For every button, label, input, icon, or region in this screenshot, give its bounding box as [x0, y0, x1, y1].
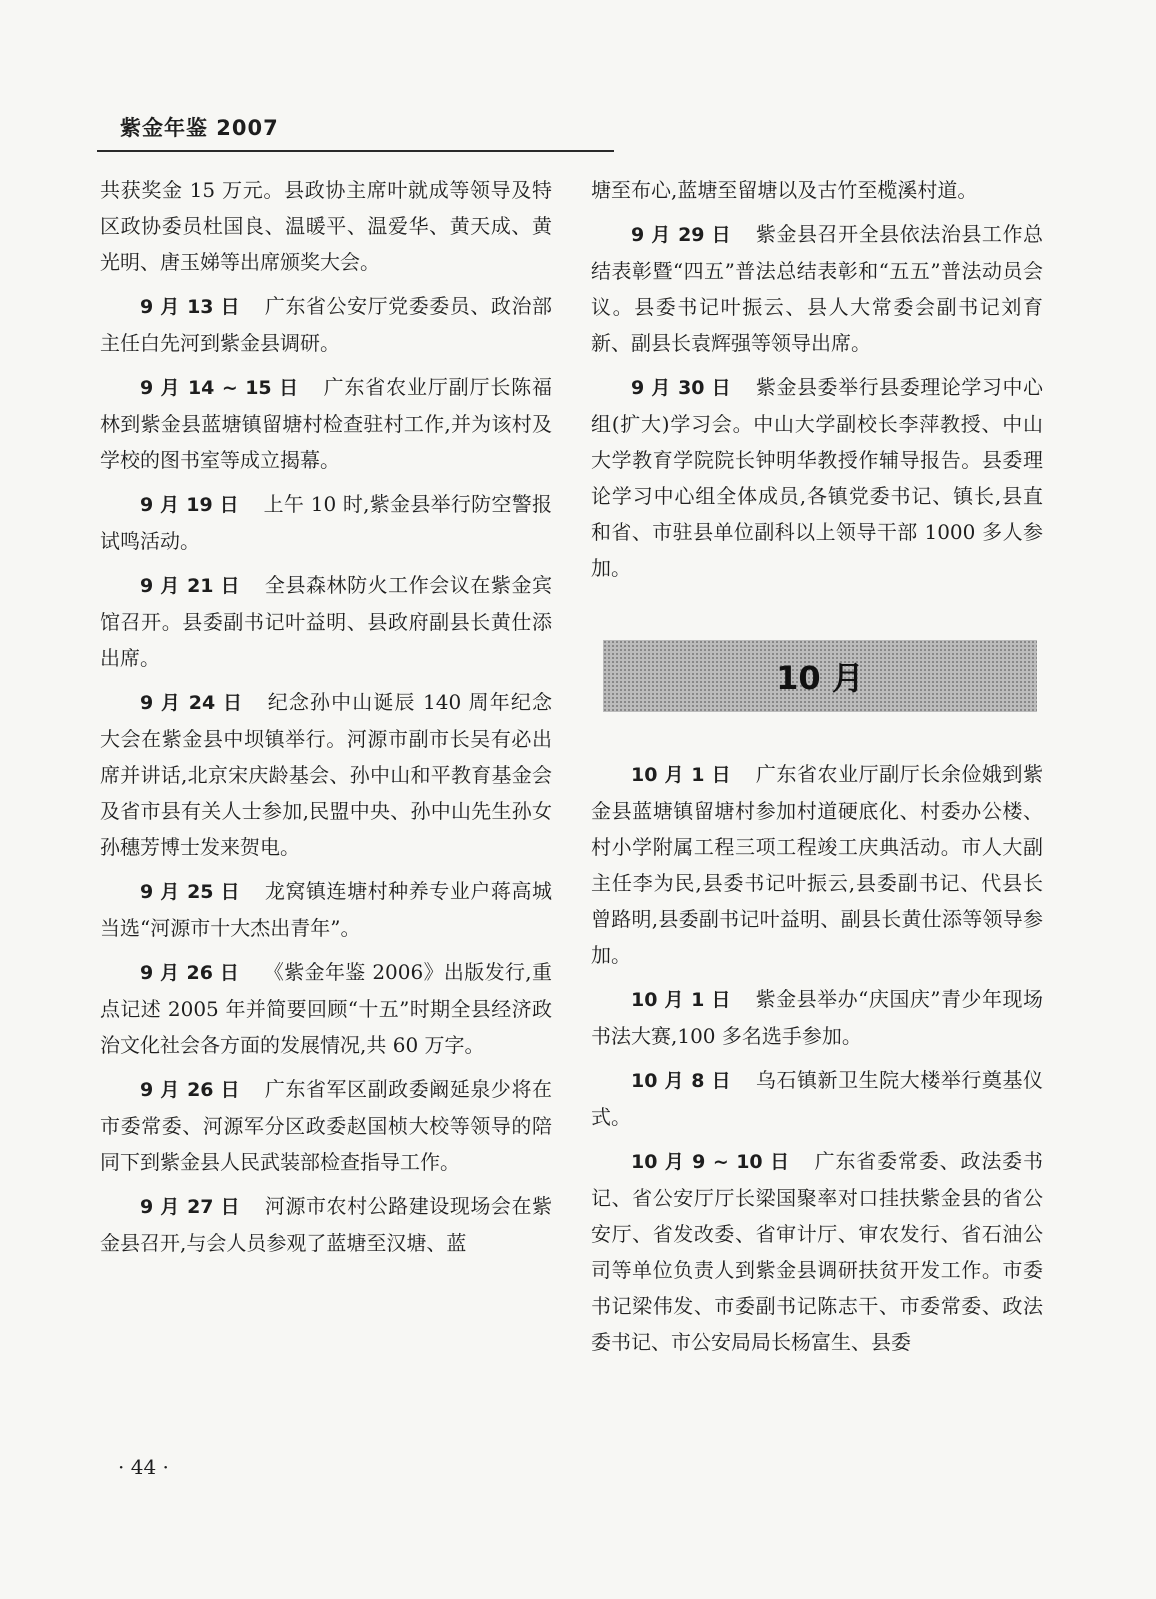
entry-text: 紫金县召开全县依法治县工作总结表彰暨“四五”普法总结表彰和“五五”普法动员会议。县委书记叶振云、县人大常委会副书记刘育新、副县长袁辉强等领导出席。	[591, 222, 1043, 355]
entry-text: 上午 10 时,紫金县举行防空警报试鸣活动。	[100, 492, 552, 553]
chronicle-entry	[100, 288, 552, 361]
entry-date: 9 月 26 日	[140, 1079, 241, 1101]
entry-text: 《紫金年鉴 2006》出版发行,重点记述 2005 年并简要回顾“十五”时期全县经济政治文化社会各方面的发展情况,共 60 万字。	[100, 960, 552, 1057]
entry-date: 9 月 24 日	[140, 692, 244, 714]
header-rule	[97, 150, 614, 152]
entry-date: 9 月 27 日	[140, 1196, 241, 1218]
entry-date: 9 月 14 ~ 15 日	[140, 377, 299, 399]
entry-text: 广东省农业厅副厅长陈福林到紫金县蓝塘镇留塘村检查驻村工作,并为该村及学校的图书室等成立揭幕。	[100, 375, 552, 472]
right-column	[591, 172, 1043, 1368]
entry-text: 紫金县委举行县委理论学习中心组(扩大)学习会。中山大学副校长李萍教授、中山大学教育学院院长钟明华教授作辅导报告。县委理论学习中心组全体成员,各镇党委书记、镇长,县直和省、市驻县单位副科以上领导干部 1000 多人参加。	[591, 375, 1043, 580]
month-section-banner	[603, 640, 1037, 712]
chronicle-entry	[100, 954, 552, 1063]
chronicle-entry	[100, 486, 552, 559]
chronicle-entry	[100, 684, 552, 865]
entry-date: 9 月 13 日	[140, 296, 241, 318]
chronicle-entry	[100, 369, 552, 478]
entry-date: 10 月 1 日	[631, 989, 731, 1011]
chronicle-entry	[100, 1188, 552, 1261]
chronicle-entry	[591, 756, 1043, 973]
entry-date: 9 月 29 日	[631, 224, 732, 246]
month-heading: 10 月	[776, 659, 864, 697]
running-header-title: 紫金年鉴 2007	[120, 116, 279, 140]
chronicle-entry	[100, 567, 552, 676]
entry-text: 河源市农村公路建设现场会在紫金县召开,与会人员参观了蓝塘至汉塘、蓝	[100, 1194, 552, 1255]
entry-text: 乌石镇新卫生院大楼举行奠基仪式。	[591, 1068, 1043, 1129]
continued-paragraph: 塘至布心,蓝塘至留塘以及古竹至榄溪村道。	[591, 178, 978, 202]
chronicle-entry	[591, 1143, 1043, 1360]
entry-date: 9 月 30 日	[631, 377, 732, 399]
entry-date: 9 月 19 日	[140, 494, 239, 516]
entry-text: 广东省委常委、政法委书记、省公安厅厅长梁国聚率对口挂扶紫金县的省公安厅、省发改委、省审计厅、审农发行、省石油公司等单位负责人到紫金县调研扶贫开发工作。市委书记梁伟发、市委副书记陈志干、市委常委、政法委书记、市公安局局长杨富生、县委	[591, 1149, 1043, 1354]
entry-text: 广东省公安厅党委委员、政治部主任白先河到紫金县调研。	[100, 294, 552, 355]
entry-date: 9 月 25 日	[140, 881, 241, 903]
entry-text: 龙窝镇连塘村种养专业户蒋高城当选“河源市十大杰出青年”。	[100, 879, 552, 940]
entry-text: 全县森林防火工作会议在紫金宾馆召开。县委副书记叶益明、县政府副县长黄仕添出席。	[100, 573, 552, 670]
page-number: · 44 ·	[118, 1455, 169, 1479]
chronicle-entry	[591, 369, 1043, 586]
left-column	[100, 172, 552, 1269]
entry-text: 广东省军区副政委阚延泉少将在市委常委、河源军分区政委赵国桢大校等领导的陪同下到紫金县人民武装部检查指导工作。	[100, 1077, 552, 1174]
entry-text: 紫金县举办“庆国庆”青少年现场书法大赛,100 多名选手参加。	[591, 987, 1043, 1048]
entry-text: 纪念孙中山诞辰 140 周年纪念大会在紫金县中坝镇举行。河源市副市长吴有必出席并讲话,北京宋庆龄基会、孙中山和平教育基金会及省市县有关人士参加,民盟中央、孙中山先生孙女孙穗芳博士发来贺电。	[100, 690, 552, 859]
chronicle-entry	[100, 1071, 552, 1180]
entry-date: 10 月 8 日	[631, 1070, 732, 1092]
chronicle-entry	[591, 981, 1043, 1054]
chronicle-entry	[100, 873, 552, 946]
entry-date: 10 月 1 日	[631, 764, 732, 786]
entry-date: 9 月 26 日	[140, 962, 240, 984]
chronicle-entry	[591, 216, 1043, 361]
entry-date: 10 月 9 ~ 10 日	[631, 1151, 790, 1173]
entry-date: 9 月 21 日	[140, 575, 241, 597]
entry-text: 广东省农业厅副厅长余俭娥到紫金县蓝塘镇留塘村参加村道硬底化、村委办公楼、村小学附属工程三项工程竣工庆典活动。市人大副主任李为民,县委书记叶振云,县委副书记、代县长曾路明,县委副书记叶益明、副县长黄仕添等领导参加。	[591, 762, 1043, 967]
continued-paragraph: 共获奖金 15 万元。县政协主席叶就成等领导及特区政协委员杜国良、温暖平、温爱华、黄天成、黄光明、唐玉娣等出席颁奖大会。	[100, 178, 552, 274]
chronicle-entry	[591, 1062, 1043, 1135]
